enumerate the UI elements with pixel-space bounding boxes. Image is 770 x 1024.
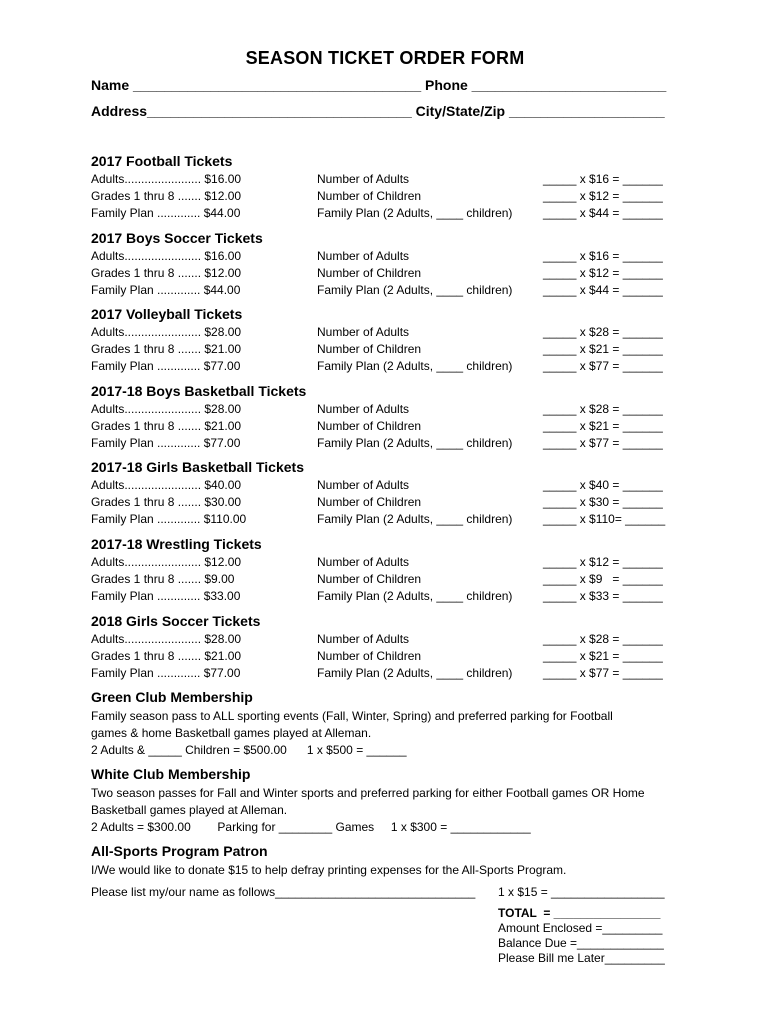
ticket-price: Adults....................... $12.00: [91, 555, 242, 569]
ticket-price: Adults....................... $40.00: [91, 478, 242, 492]
balance-due-line: Balance Due =_____________: [498, 936, 664, 950]
ticket-price: Adults....................... $28.00: [91, 325, 242, 339]
ticket-quantity-label: Number of Adults: [317, 555, 410, 569]
ticket-calc-line: _____ x $12 = ______: [543, 266, 663, 280]
ticket-row: [91, 359, 691, 375]
address-line: Address__________________________________ City/State/Zip ____________________: [91, 103, 665, 119]
white-club-line-2: Basketball games played at Alleman.: [91, 803, 288, 817]
ticket-price: Grades 1 thru 8 ....... $21.00: [91, 649, 242, 663]
ticket-row: [91, 589, 691, 605]
green-club-line-2: games & home Basketball games played at Alleman.: [91, 726, 372, 740]
ticket-section-title: 2017 Boys Soccer Tickets: [91, 230, 263, 246]
ticket-row: [91, 632, 691, 648]
ticket-quantity-label: Family Plan (2 Adults, ____ children): [317, 436, 513, 450]
ticket-calc-line: _____ x $40 = ______: [543, 478, 663, 492]
ticket-calc-line: _____ x $77 = ______: [543, 436, 663, 450]
ticket-quantity-label: Family Plan (2 Adults, ____ children): [317, 283, 513, 297]
ticket-section-title: 2017 Football Tickets: [91, 153, 233, 169]
ticket-price: Grades 1 thru 8 ....... $21.00: [91, 342, 242, 356]
ticket-row: [91, 325, 691, 341]
ticket-quantity-label: Family Plan (2 Adults, ____ children): [317, 589, 513, 603]
ticket-price: Family Plan ............. $44.00: [91, 283, 241, 297]
ticket-quantity-label: Number of Adults: [317, 402, 410, 416]
ticket-row: [91, 495, 691, 511]
ticket-price: Family Plan ............. $77.00: [91, 359, 241, 373]
ticket-price: Family Plan ............. $44.00: [91, 206, 241, 220]
ticket-calc-line: _____ x $77 = ______: [543, 666, 663, 680]
white-club-line-3: 2 Adults = $300.00 Parking for ________ Games 1 x $300 = ____________: [91, 820, 531, 834]
ticket-calc-line: _____ x $44 = ______: [543, 283, 663, 297]
white-club-title: White Club Membership: [91, 766, 251, 782]
ticket-row: [91, 249, 691, 265]
ticket-row: [91, 555, 691, 571]
ticket-quantity-label: Number of Adults: [317, 249, 410, 263]
ticket-calc-line: _____ x $21 = ______: [543, 342, 663, 356]
ticket-calc-line: _____ x $9 = ______: [543, 572, 663, 586]
bill-me-later-line: Please Bill me Later_________: [498, 951, 665, 965]
ticket-calc-line: _____ x $16 = ______: [543, 249, 663, 263]
ticket-quantity-label: Number of Children: [317, 495, 422, 509]
ticket-price: Family Plan ............. $77.00: [91, 436, 241, 450]
patron-calc: 1 x $15 = _________________: [498, 885, 665, 899]
ticket-row: [91, 206, 691, 222]
ticket-quantity-label: Number of Children: [317, 189, 422, 203]
patron-title: All-Sports Program Patron: [91, 843, 268, 859]
ticket-calc-line: _____ x $77 = ______: [543, 359, 663, 373]
ticket-row: [91, 436, 691, 452]
ticket-section: [91, 230, 691, 300]
ticket-price: Adults....................... $16.00: [91, 249, 242, 263]
green-club-line-3: 2 Adults & _____ Children = $500.00 1 x $500 = ______: [91, 743, 407, 757]
ticket-quantity-label: Number of Adults: [317, 172, 410, 186]
ticket-section: [91, 383, 691, 453]
green-club-title: Green Club Membership: [91, 689, 253, 705]
ticket-calc-line: _____ x $33 = ______: [543, 589, 663, 603]
ticket-section: [91, 459, 691, 529]
green-club-line-1: Family season pass to ALL sporting events (Fall, Winter, Spring) and preferred parking for Football: [91, 709, 613, 723]
ticket-row: [91, 572, 691, 588]
ticket-row: [91, 283, 691, 299]
ticket-price: Grades 1 thru 8 ....... $12.00: [91, 189, 242, 203]
white-club-line-1: Two season passes for Fall and Winter sports and preferred parking for either Football games OR Home: [91, 786, 645, 800]
ticket-quantity-label: Family Plan (2 Adults, ____ children): [317, 666, 513, 680]
ticket-calc-line: _____ x $12 = ______: [543, 189, 663, 203]
ticket-price: Adults....................... $28.00: [91, 402, 242, 416]
form-title: SEASON TICKET ORDER FORM: [245, 48, 525, 68]
ticket-calc-line: _____ x $44 = ______: [543, 206, 663, 220]
patron-line-1: I/We would like to donate $15 to help defray printing expenses for the All-Sports Program.: [91, 863, 567, 877]
ticket-price: Grades 1 thru 8 ....... $12.00: [91, 266, 242, 280]
ticket-section-title: 2017-18 Girls Basketball Tickets: [91, 459, 304, 475]
ticket-quantity-label: Number of Children: [317, 266, 422, 280]
ticket-section-title: 2017-18 Wrestling Tickets: [91, 536, 262, 552]
ticket-section: [91, 536, 691, 606]
ticket-price: Grades 1 thru 8 ....... $30.00: [91, 495, 242, 509]
ticket-row: [91, 342, 691, 358]
ticket-section-title: 2017 Volleyball Tickets: [91, 306, 243, 322]
ticket-section-title: 2017-18 Boys Basketball Tickets: [91, 383, 307, 399]
ticket-quantity-label: Number of Children: [317, 419, 422, 433]
ticket-quantity-label: Number of Adults: [317, 478, 410, 492]
ticket-row: [91, 172, 691, 188]
ticket-price: Adults....................... $28.00: [91, 632, 242, 646]
ticket-quantity-label: Number of Adults: [317, 325, 410, 339]
ticket-quantity-label: Number of Children: [317, 572, 422, 586]
ticket-row: [91, 189, 691, 205]
ticket-calc-line: _____ x $28 = ______: [543, 632, 663, 646]
ticket-quantity-label: Number of Adults: [317, 632, 410, 646]
ticket-quantity-label: Family Plan (2 Adults, ____ children): [317, 512, 513, 526]
ticket-calc-line: _____ x $21 = ______: [543, 419, 663, 433]
ticket-section: [91, 613, 691, 683]
ticket-price: Adults....................... $16.00: [91, 172, 242, 186]
ticket-price: Grades 1 thru 8 ....... $9.00: [91, 572, 235, 586]
ticket-row: [91, 266, 691, 282]
ticket-quantity-label: Family Plan (2 Adults, ____ children): [317, 206, 513, 220]
ticket-quantity-label: Number of Children: [317, 342, 422, 356]
total-line: TOTAL = ________________: [498, 906, 661, 920]
ticket-row: [91, 402, 691, 418]
ticket-row: [91, 419, 691, 435]
ticket-section: [91, 306, 691, 376]
ticket-row: [91, 666, 691, 682]
ticket-quantity-label: Family Plan (2 Adults, ____ children): [317, 359, 513, 373]
ticket-calc-line: _____ x $110= ______: [543, 512, 666, 526]
ticket-calc-line: _____ x $16 = ______: [543, 172, 663, 186]
ticket-price: Grades 1 thru 8 ....... $21.00: [91, 419, 242, 433]
name-phone-line: Name _____________________________________ Phone _________________________: [91, 77, 667, 93]
ticket-calc-line: _____ x $12 = ______: [543, 555, 663, 569]
ticket-price: Family Plan ............. $33.00: [91, 589, 241, 603]
ticket-price: Family Plan ............. $77.00: [91, 666, 241, 680]
ticket-section: [91, 153, 691, 223]
ticket-row: [91, 512, 691, 528]
amount-enclosed-line: Amount Enclosed =_________: [498, 921, 663, 935]
ticket-price: Family Plan ............. $110.00: [91, 512, 247, 526]
ticket-calc-line: _____ x $21 = ______: [543, 649, 663, 663]
ticket-quantity-label: Number of Children: [317, 649, 422, 663]
ticket-calc-line: _____ x $28 = ______: [543, 325, 663, 339]
ticket-calc-line: _____ x $30 = ______: [543, 495, 663, 509]
ticket-calc-line: _____ x $28 = ______: [543, 402, 663, 416]
ticket-row: [91, 478, 691, 494]
ticket-row: [91, 649, 691, 665]
patron-name-prompt: Please list my/our name as follows______________________________: [91, 885, 476, 899]
ticket-section-title: 2018 Girls Soccer Tickets: [91, 613, 261, 629]
